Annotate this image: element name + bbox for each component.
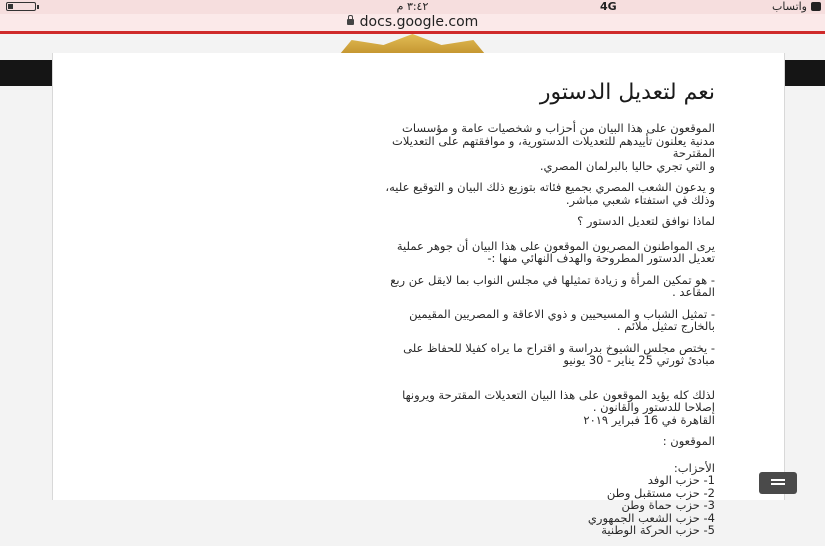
call-paragraph: و يدعون الشعب المصري بجميع فئاته بتوزيع ذلك البيان و التوقيع عليه، وذلك في استفتاء شعبي مباشر. bbox=[385, 180, 715, 207]
reason-item: - تمثيل الشباب و المسيحيين و ذوي الاعاقة و المصريين المقيمين بالخارج تمثيل ملائم . bbox=[409, 306, 715, 333]
document-title: نعم لتعديل الدستور bbox=[539, 80, 715, 105]
parties-list bbox=[90, 462, 715, 537]
lock-icon bbox=[347, 19, 354, 25]
document-body bbox=[90, 74, 715, 546]
url-text: docs.google.com bbox=[359, 14, 479, 30]
header-band-right bbox=[783, 60, 825, 86]
list-item: 4- حزب الشعب الجمهوري bbox=[587, 510, 715, 525]
list-item: 2- حزب مستقبل وطن bbox=[606, 485, 715, 500]
list-item: 1- حزب الوفد bbox=[647, 473, 715, 487]
signatories-label: الموقعون : bbox=[662, 434, 715, 448]
status-time: ٣:٤٢ م bbox=[396, 0, 429, 13]
chat-bubble-icon[interactable] bbox=[759, 472, 797, 494]
reason-item: - هو تمكين المرأة و زيادة تمثيلها في مجلس النواب بما لايقل عن ربع المقاعد . bbox=[390, 272, 715, 299]
back-arrow-icon[interactable] bbox=[811, 2, 821, 11]
carrier-label: واتساب bbox=[772, 0, 807, 13]
closing-paragraph: لذلك كله يؤيد الموقعون على هذا البيان التعديلات المقترحة ويرونها إصلاحا للدستور والقانون . القاهرة في 16 فبراير ٢٠١٩ bbox=[402, 387, 715, 427]
list-item: 3- حزب حماة وطن bbox=[621, 498, 715, 512]
reason-paragraph: يرى المواطنون المصريون الموقعون على هذا البيان أن جوهر عملية تعديل الدستور المطروحة والهدف النهائي منها :- bbox=[396, 238, 715, 265]
header-divider bbox=[0, 31, 825, 34]
eagle-crest-logo bbox=[340, 34, 485, 54]
intro-paragraph: الموقعون على هذا البيان من أحزاب و شخصيات عامة و مؤسسات مدنية يعلنون تأييدهم للتعديلات الدستورية، و موافقتهم على التعديلات المقترحة و التي تجري حاليا بالبرلمان المصري. bbox=[392, 121, 715, 173]
question-heading: لماذا نوافق لتعديل الدستور ؟ bbox=[577, 214, 715, 228]
reason-item: - يختص مجلس الشيوخ بدراسة و اقتراح ما يراه كفيلا للحفاظ على مبادئ ثورتي 25 يناير - 30 يونيو bbox=[403, 340, 715, 367]
header-band-left bbox=[0, 60, 52, 86]
list-item: 5- حزب الحركة الوطنية bbox=[601, 523, 715, 537]
status-bar bbox=[0, 0, 825, 14]
address-bar[interactable] bbox=[0, 14, 825, 31]
parties-label: الأحزاب: bbox=[673, 460, 715, 475]
network-signal: 4G bbox=[600, 0, 617, 13]
